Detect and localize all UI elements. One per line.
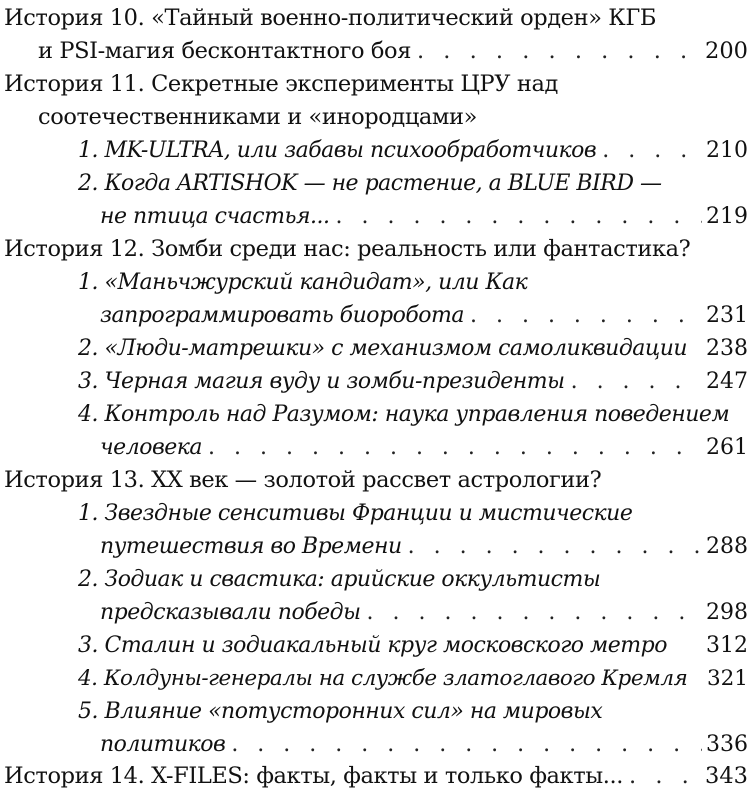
toc-entry-text: 3. Сталин и зодиакальный круг московского метро bbox=[78, 633, 667, 658]
toc-subentry bbox=[0, 398, 748, 431]
toc-subentry bbox=[0, 695, 748, 728]
toc-heading-14 bbox=[0, 760, 748, 793]
dot-leader bbox=[571, 365, 702, 398]
page-number: 336 bbox=[706, 732, 748, 757]
dot-leader bbox=[629, 760, 701, 793]
toc-subentry-cont bbox=[0, 200, 748, 233]
toc-entry-text: 2. Зодиак и свастика: арийские оккультисты bbox=[78, 567, 601, 592]
toc-subentry-cont bbox=[0, 299, 748, 332]
page-number: 288 bbox=[706, 534, 748, 559]
page-number: 238 bbox=[706, 336, 748, 361]
toc-entry-text: 1. MK-ULTRA, или забавы психообработчиков bbox=[78, 138, 597, 163]
toc-subentry bbox=[0, 167, 748, 200]
page-number: 210 bbox=[706, 138, 748, 163]
toc-subentry-cont bbox=[0, 596, 748, 629]
toc-subentry-cont bbox=[0, 728, 748, 761]
page-number: 343 bbox=[705, 763, 748, 789]
page-number: 231 bbox=[706, 303, 748, 328]
toc-subentry bbox=[0, 134, 748, 167]
toc-entry-text: История 11. Секретные эксперименты ЦРУ над bbox=[4, 71, 558, 97]
toc-subentry-cont bbox=[0, 530, 748, 563]
page-number: 312 bbox=[706, 633, 748, 658]
page-number: 298 bbox=[706, 600, 748, 625]
toc-heading-12 bbox=[0, 233, 748, 266]
page-number: 321 bbox=[706, 666, 748, 691]
toc-subentry bbox=[0, 497, 748, 530]
toc-subentry bbox=[0, 332, 748, 365]
dot-leader bbox=[408, 530, 702, 563]
toc-entry-text: путешествия во Времени bbox=[100, 534, 402, 559]
page-number: 219 bbox=[706, 204, 748, 229]
toc-entry-text: 1. «Маньчжурский кандидат», или Как bbox=[78, 270, 528, 295]
toc-entry-text: 4. Колдуны-генералы на службе златоглавого Кремля bbox=[78, 666, 688, 691]
toc-heading-11-cont bbox=[0, 101, 748, 134]
toc-entry-text: человека bbox=[100, 435, 203, 460]
toc-entry-text: 2. «Люди-матрешки» с механизмом самоликвидации bbox=[78, 336, 688, 361]
toc-heading-11 bbox=[0, 68, 748, 101]
toc-entry-text: и PSI-магия бесконтактного боя bbox=[38, 38, 411, 64]
dot-leader bbox=[231, 728, 702, 761]
toc-subentry bbox=[0, 629, 748, 662]
dot-leader bbox=[470, 299, 702, 332]
toc-heading-10 bbox=[0, 2, 748, 35]
dot-leader bbox=[336, 200, 703, 233]
toc-subentry bbox=[0, 563, 748, 596]
toc-heading-10-cont bbox=[0, 35, 748, 68]
toc-entry-text: запрограммировать биоробота bbox=[100, 303, 464, 328]
toc-entry-text: 2. Когда ARTISHOK — не растение, а BLUE BIRD — bbox=[78, 171, 662, 196]
toc-heading-13 bbox=[0, 464, 748, 497]
page-number: 261 bbox=[706, 435, 748, 460]
toc-entry-text: политиков bbox=[100, 732, 226, 757]
toc-entry-text: соотечественниками и «инородцами» bbox=[38, 104, 477, 130]
page-number: 200 bbox=[705, 38, 748, 64]
toc-subentry-cont bbox=[0, 431, 748, 464]
toc-subentry bbox=[0, 266, 748, 299]
toc-entry-text: 3. Черная магия вуду и зомби-президенты bbox=[78, 369, 565, 394]
toc-entry-text: История 14. X-FILES: факты, факты и только факты... bbox=[4, 763, 624, 789]
page-number: 247 bbox=[706, 369, 748, 394]
toc-entry-text: предсказывали победы bbox=[100, 600, 361, 625]
dot-leader bbox=[367, 596, 702, 629]
toc-subentry bbox=[0, 662, 748, 695]
toc-entry-text: 1. Звездные сенситивы Франции и мистические bbox=[78, 501, 633, 526]
toc-entry-text: История 12. Зомби среди нас: реальность или фантастика? bbox=[4, 236, 691, 262]
toc-entry-text: не птица счастья... bbox=[100, 204, 330, 229]
dot-leader bbox=[417, 35, 701, 68]
toc-entry-text: История 13. XX век — золотой рассвет астрологии? bbox=[4, 467, 602, 493]
toc-entry-text: 5. Влияние «потусторонних сил» на мировых bbox=[78, 699, 603, 724]
toc-entry-text: История 10. «Тайный военно-политический орден» КГБ bbox=[4, 5, 656, 31]
toc-entry-text: 4. Контроль над Разумом: наука управления поведением bbox=[78, 402, 730, 427]
toc-subentry bbox=[0, 365, 748, 398]
dot-leader bbox=[602, 134, 702, 167]
dot-leader bbox=[208, 431, 702, 464]
